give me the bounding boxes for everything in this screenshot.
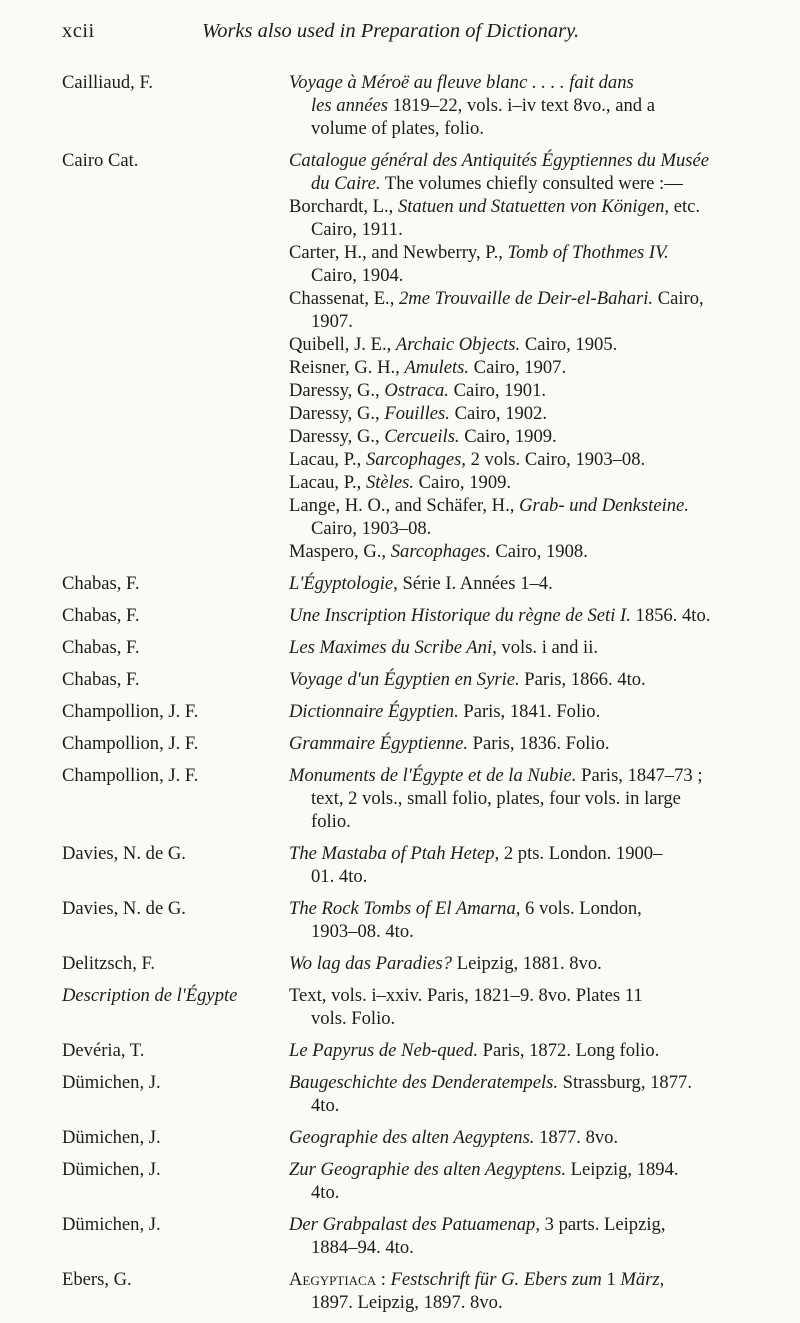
text-segment: vols. Folio. bbox=[311, 1008, 396, 1029]
text-segment: 1903–08. 4to. bbox=[311, 921, 414, 942]
entry-line bbox=[289, 572, 762, 595]
entry-line bbox=[289, 897, 762, 920]
catalogue-volume bbox=[289, 241, 762, 287]
entry-work bbox=[289, 1213, 762, 1259]
text-segment: 3 parts. Leipzig, bbox=[540, 1214, 666, 1235]
bibliography-entry bbox=[62, 1126, 762, 1149]
entry-author: Cairo Cat. bbox=[62, 150, 139, 171]
text-segment: Sarcophages, bbox=[365, 449, 466, 470]
text-segment: Paris, 1847–73 ; bbox=[576, 765, 703, 786]
entry-line bbox=[289, 1126, 762, 1149]
text-segment: Festschrift für G. Ebers zum bbox=[390, 1269, 602, 1290]
text-segment: Statuen und Statuetten von Königen, bbox=[397, 196, 670, 217]
entry-line bbox=[289, 94, 762, 117]
text-segment: : bbox=[376, 1269, 391, 1290]
catalogue-volume bbox=[289, 333, 762, 356]
text-segment: Daressy, G., bbox=[289, 426, 385, 447]
entry-line bbox=[289, 865, 762, 888]
catalogue-volume bbox=[289, 448, 762, 471]
text-segment: Paris, 1841. Folio. bbox=[458, 701, 601, 722]
text-segment: 01. 4to. bbox=[311, 866, 368, 887]
volume-line bbox=[289, 241, 762, 264]
entry-author: Chabas, F. bbox=[62, 669, 140, 690]
catalogue-volume bbox=[289, 471, 762, 494]
text-segment: les années bbox=[311, 95, 388, 116]
entry-work bbox=[289, 572, 762, 595]
page-number: xcii bbox=[62, 20, 95, 42]
text-segment: 6 vols. London, bbox=[520, 898, 642, 919]
text-segment: Chassenat, E., bbox=[289, 288, 399, 309]
text-segment: Cercueils. bbox=[384, 426, 460, 447]
entry-work bbox=[289, 1071, 762, 1117]
entry-line bbox=[289, 952, 762, 975]
text-segment: Cairo, 1908. bbox=[490, 541, 588, 562]
text-segment: Leipzig, 1881. 8vo. bbox=[452, 953, 602, 974]
volume-line bbox=[289, 402, 762, 425]
entry-work bbox=[289, 71, 762, 140]
text-segment: Voyage à Méroë au fleuve blanc . . . . fait dans bbox=[289, 72, 634, 93]
text-segment: Paris, 1872. Long folio. bbox=[478, 1040, 660, 1061]
catalogue-volume bbox=[289, 540, 762, 563]
entry-work bbox=[289, 1126, 762, 1149]
text-segment: Ostraca. bbox=[384, 380, 449, 401]
text-segment: Voyage d'un Égyptien en Syrie. bbox=[289, 669, 520, 690]
text-segment: Les Maximes du Scribe Ani, bbox=[289, 637, 497, 658]
text-segment: Catalogue général des Antiquités Égyptiennes du Musée bbox=[289, 150, 710, 171]
text-segment: Cairo, 1909. bbox=[459, 426, 557, 447]
entry-line bbox=[289, 668, 762, 691]
entry-line bbox=[289, 984, 762, 1007]
bibliography-entry bbox=[62, 842, 762, 888]
entry-line bbox=[289, 117, 762, 140]
text-segment: folio. bbox=[311, 811, 351, 832]
catalogue-volume bbox=[289, 356, 762, 379]
bibliography-entry bbox=[62, 1268, 762, 1314]
entry-line bbox=[289, 1007, 762, 1030]
entry-work bbox=[289, 732, 762, 755]
entry-line bbox=[289, 1158, 762, 1181]
text-segment: Paris, 1866. 4to. bbox=[519, 669, 646, 690]
volume-line bbox=[289, 264, 762, 287]
bibliography-entry bbox=[62, 1071, 762, 1117]
text-segment: The Rock Tombs of El Amarna, bbox=[289, 898, 521, 919]
entry-author: Chabas, F. bbox=[62, 573, 140, 594]
text-segment: text, 2 vols., small folio, plates, four vols. in large bbox=[311, 788, 681, 809]
bibliography-entry bbox=[62, 149, 762, 563]
text-segment: 1884–94. 4to. bbox=[311, 1237, 414, 1258]
entry-work bbox=[289, 764, 762, 833]
text-segment: Cairo, 1904. bbox=[311, 265, 404, 286]
bibliography-entry bbox=[62, 764, 762, 833]
bibliography-entry bbox=[62, 700, 762, 723]
bibliography-entry bbox=[62, 732, 762, 755]
entry-work bbox=[289, 1039, 762, 1062]
text-segment: 4to. bbox=[311, 1182, 340, 1203]
text-segment: Text, vols. i–xxiv. Paris, 1821–9. 8vo. Plates 11 bbox=[289, 985, 643, 1006]
entry-line bbox=[289, 1071, 762, 1094]
text-segment: 1877. 8vo. bbox=[534, 1127, 619, 1148]
entry-author: Davies, N. de G. bbox=[62, 843, 186, 864]
entry-author: Dümichen, J. bbox=[62, 1214, 161, 1235]
entry-author: Description de l'Égypte bbox=[62, 985, 238, 1006]
text-segment: Strassburg, 1877. bbox=[558, 1072, 692, 1093]
text-segment: Paris, 1836. Folio. bbox=[468, 733, 610, 754]
text-segment: vols. i and ii. bbox=[496, 637, 599, 658]
entry-line bbox=[289, 172, 762, 195]
entry-author: Dümichen, J. bbox=[62, 1072, 161, 1093]
entry-work bbox=[289, 149, 762, 563]
volume-line bbox=[289, 218, 762, 241]
text-segment: Der Grabpalast des Patuamenap, bbox=[289, 1214, 540, 1235]
entry-author: Davies, N. de G. bbox=[62, 898, 186, 919]
text-segment: Maspero, G., bbox=[289, 541, 391, 562]
entry-line bbox=[289, 1039, 762, 1062]
entry-line bbox=[289, 1291, 762, 1314]
text-segment: Stèles. bbox=[365, 472, 414, 493]
text-segment: Dictionnaire Égyptien. bbox=[289, 701, 459, 722]
text-segment: Baugeschichte des Denderatempels. bbox=[289, 1072, 559, 1093]
entry-line bbox=[289, 1213, 762, 1236]
text-segment: 2me Trouvaille de Deir-el-Bahari. bbox=[399, 288, 654, 309]
text-segment: 1856. 4to. bbox=[630, 605, 711, 626]
entry-author: Champollion, J. F. bbox=[62, 733, 199, 754]
catalogue-volume bbox=[289, 195, 762, 241]
bibliography-entry bbox=[62, 71, 762, 140]
volume-line bbox=[289, 356, 762, 379]
entry-line bbox=[289, 920, 762, 943]
entry-author: Dümichen, J. bbox=[62, 1127, 161, 1148]
entry-work bbox=[289, 897, 762, 943]
entry-author: Cailliaud, F. bbox=[62, 72, 153, 93]
text-segment: 1897. Leipzig, 1897. 8vo. bbox=[311, 1292, 503, 1313]
bibliography-entry bbox=[62, 572, 762, 595]
entry-work bbox=[289, 1158, 762, 1204]
entry-author: Ebers, G. bbox=[62, 1269, 132, 1290]
entry-work bbox=[289, 984, 762, 1030]
entry-author: Champollion, J. F. bbox=[62, 765, 199, 786]
text-segment: Daressy, G., bbox=[289, 380, 385, 401]
text-segment: Sarcophages. bbox=[390, 541, 491, 562]
entry-work bbox=[289, 952, 762, 975]
text-segment: L'Égyptologie, bbox=[289, 573, 398, 594]
entry-work bbox=[289, 700, 762, 723]
catalogue-volume bbox=[289, 379, 762, 402]
entry-work bbox=[289, 1268, 762, 1314]
text-segment: Fouilles. bbox=[384, 403, 450, 424]
entry-work bbox=[289, 668, 762, 691]
running-title: Works also used in Preparation of Dictionary. bbox=[202, 20, 580, 42]
bibliography-entry bbox=[62, 1213, 762, 1259]
bibliography-entry bbox=[62, 952, 762, 975]
text-segment: Lacau, P., bbox=[289, 449, 366, 470]
text-segment: Cairo, 1905. bbox=[520, 334, 618, 355]
text-segment: Lacau, P., bbox=[289, 472, 366, 493]
text-segment: Wo lag das Paradies? bbox=[289, 953, 453, 974]
entry-line bbox=[289, 700, 762, 723]
volume-line bbox=[289, 494, 762, 517]
text-segment: Quibell, J. E., bbox=[289, 334, 396, 355]
entry-line bbox=[289, 1181, 762, 1204]
bibliography-entry bbox=[62, 984, 762, 1030]
volume-line bbox=[289, 287, 762, 310]
entry-line bbox=[289, 149, 762, 172]
volume-line bbox=[289, 517, 762, 540]
entry-author: Delitzsch, F. bbox=[62, 953, 156, 974]
entry-work bbox=[289, 604, 762, 627]
text-segment: etc. bbox=[669, 196, 701, 217]
entry-author: Chabas, F. bbox=[62, 605, 140, 626]
text-segment: du Caire. bbox=[311, 173, 381, 194]
bibliography-entry bbox=[62, 636, 762, 659]
entry-line bbox=[289, 1094, 762, 1117]
text-segment: Daressy, G., bbox=[289, 403, 385, 424]
text-segment: Geographie des alten Aegyptens. bbox=[289, 1127, 535, 1148]
volume-line bbox=[289, 471, 762, 494]
text-segment: Cairo, 1907. bbox=[469, 357, 567, 378]
text-segment: Leipzig, 1894. bbox=[565, 1159, 679, 1180]
catalogue-volume bbox=[289, 494, 762, 540]
text-segment: Lange, H. O., and Schäfer, H., bbox=[289, 495, 520, 516]
text-segment: 2 pts. London. 1900– bbox=[499, 843, 663, 864]
text-segment: Cairo, 1911. bbox=[311, 219, 403, 240]
text-segment: volume of plates, folio. bbox=[311, 118, 484, 139]
text-segment: Grammaire Égyptienne. bbox=[289, 733, 469, 754]
catalogue-volume bbox=[289, 402, 762, 425]
text-segment: März, bbox=[620, 1269, 665, 1290]
text-segment: Cairo, 1902. bbox=[449, 403, 548, 424]
text-segment: Archaic Objects. bbox=[395, 334, 521, 355]
text-segment: 1819–22, vols. i–iv text 8vo., and a bbox=[387, 95, 655, 116]
entry-line bbox=[289, 787, 762, 810]
entry-work bbox=[289, 636, 762, 659]
text-segment: Amulets. bbox=[404, 357, 470, 378]
text-segment: Aegyptiaca bbox=[289, 1269, 377, 1290]
entry-author: Dümichen, J. bbox=[62, 1159, 161, 1180]
text-segment: Série I. Années 1–4. bbox=[397, 573, 553, 594]
entry-line bbox=[289, 732, 762, 755]
text-segment: Cairo, 1901. bbox=[448, 380, 547, 401]
text-segment: Tomb of Thothmes IV. bbox=[507, 242, 669, 263]
text-segment: Carter, H., and Newberry, P., bbox=[289, 242, 508, 263]
volume-line bbox=[289, 333, 762, 356]
text-segment: Monuments de l'Égypte et de la Nubie. bbox=[289, 765, 577, 786]
text-segment: The volumes chiefly consulted were :— bbox=[380, 173, 683, 194]
catalogue-volume bbox=[289, 287, 762, 333]
catalogue-volume bbox=[289, 425, 762, 448]
bibliography-entry bbox=[62, 1158, 762, 1204]
text-segment: Reisner, G. H., bbox=[289, 357, 405, 378]
bibliography-entry bbox=[62, 897, 762, 943]
text-segment: Cairo, bbox=[653, 288, 704, 309]
entry-author: Chabas, F. bbox=[62, 637, 140, 658]
entry-line bbox=[289, 764, 762, 787]
entry-author: Devéria, T. bbox=[62, 1040, 145, 1061]
bibliography-entry bbox=[62, 668, 762, 691]
entry-line bbox=[289, 810, 762, 833]
volume-line bbox=[289, 310, 762, 333]
running-header bbox=[62, 20, 770, 50]
text-segment: 1907. bbox=[311, 311, 353, 332]
text-segment: Une Inscription Historique du règne de Seti I. bbox=[289, 605, 631, 626]
entry-line bbox=[289, 71, 762, 94]
text-segment: The Mastaba of Ptah Hetep, bbox=[289, 843, 500, 864]
entry-work bbox=[289, 842, 762, 888]
text-segment: Borchardt, L., bbox=[289, 196, 398, 217]
entry-line bbox=[289, 636, 762, 659]
text-segment: 1 bbox=[601, 1269, 621, 1290]
volume-line bbox=[289, 379, 762, 402]
volume-line bbox=[289, 540, 762, 563]
text-segment: 4to. bbox=[311, 1095, 340, 1116]
bibliography-entry bbox=[62, 604, 762, 627]
text-segment: 2 vols. Cairo, 1903–08. bbox=[465, 449, 646, 470]
volume-line bbox=[289, 448, 762, 471]
volume-line bbox=[289, 195, 762, 218]
text-segment: Le Papyrus de Neb-qued. bbox=[289, 1040, 478, 1061]
entry-line bbox=[289, 604, 762, 627]
text-segment: Zur Geographie des alten Aegyptens. bbox=[289, 1159, 566, 1180]
entry-line bbox=[289, 842, 762, 865]
text-segment: Grab- und Denksteine. bbox=[519, 495, 689, 516]
volume-line bbox=[289, 425, 762, 448]
entry-author: Champollion, J. F. bbox=[62, 701, 199, 722]
text-segment: Cairo, 1909. bbox=[413, 472, 512, 493]
bibliography-list bbox=[62, 71, 762, 1323]
entry-line bbox=[289, 1268, 762, 1291]
entry-line bbox=[289, 1236, 762, 1259]
text-segment: Cairo, 1903–08. bbox=[311, 518, 432, 539]
bibliography-entry bbox=[62, 1039, 762, 1062]
